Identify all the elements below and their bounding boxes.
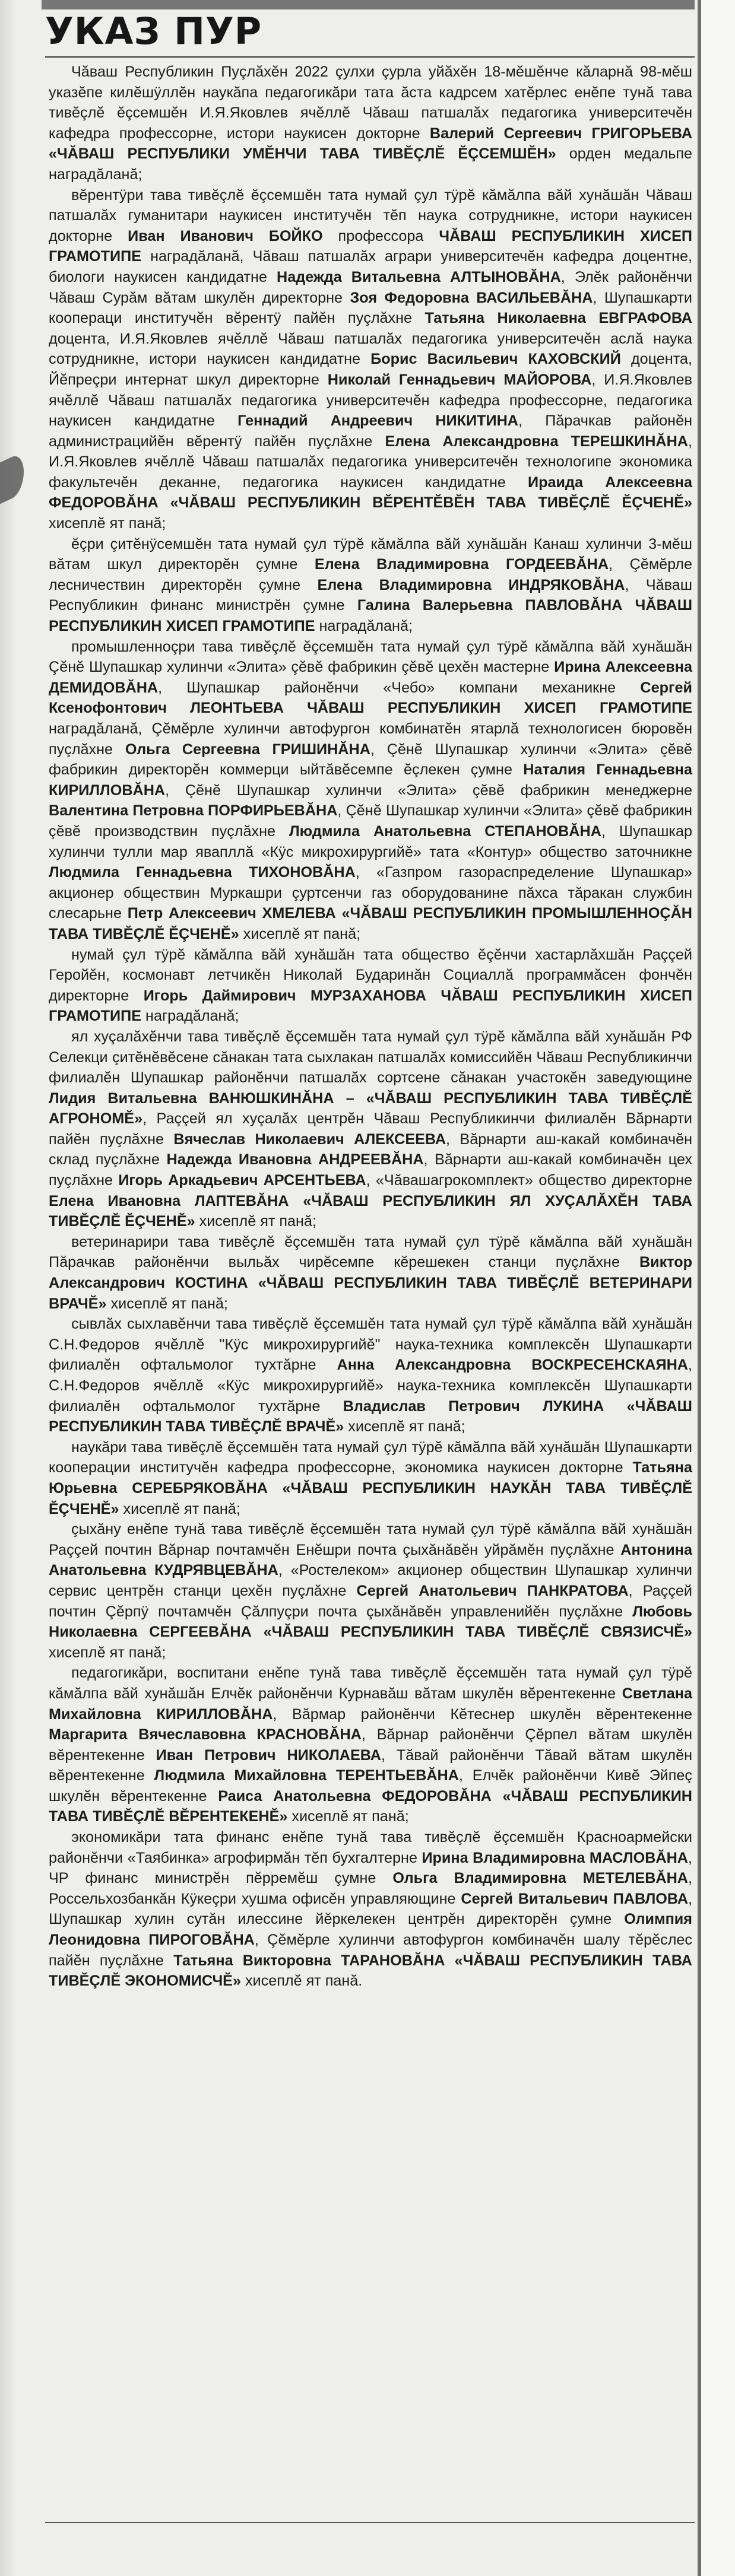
awardee-name: Людмила Геннадьевна ТИХОНОВĂНА <box>49 864 356 881</box>
awardee-name: Анна Александровна ВОСКРЕСЕНСКАЯНА <box>337 1357 688 1374</box>
paragraph-text: хисеплĕ ят панă; <box>106 1295 228 1312</box>
paragraph-text: экономикăри тата финанс енĕпе тунă тава тивĕçлĕ ĕçсемшĕн Красноармейски районĕнчи «Таябинка» агрофирмăн тĕп бухгалтерне <box>49 1829 692 1866</box>
paragraph-text: наградăланă; <box>315 618 413 635</box>
paragraph-text: педагогикăри, воспитани енĕпе тунă тава тивĕçлĕ ĕçсемшĕн тата нумай çул тÿрĕ кăмăлпа вăй хунăшăн Елчĕк районĕнчи Курнавăш вăтам шкулĕн вĕрентекенне <box>49 1665 692 1702</box>
paragraph-text: наградăланă; <box>141 1008 239 1025</box>
awardee-name: Любовь Николаевна СЕРГЕЕВĂНА «ЧĂВАШ РЕСПУБЛИКИН ТАВА ТИВĔÇЛĔ СВЯЗИСЧĔ» <box>49 1603 692 1641</box>
awardee-name: Сергей Анатольевич ПАНКРАТОВА <box>356 1582 629 1599</box>
paragraph-text: , ЧР финанс министрĕн пĕрремĕш çумне <box>49 1849 692 1887</box>
decree-paragraph <box>49 1027 692 1232</box>
paragraph-text: вĕрентÿри тава тивĕçлĕ ĕçсемшĕн тата нумай çул тÿрĕ кăмăлпа вăй хунăшăн Чăваш патшалăх гуманитари наукисен институчĕн тĕп наука сотрудникне, истори наукисен докторне <box>49 186 692 244</box>
awardee-name: Наталия Геннадьевна КИРИЛЛОВĂНА <box>49 761 692 799</box>
awardee-name: Петр Алексеевич ХМЕЛЕВА «ЧĂВАШ РЕСПУБЛИКИН ПРОМЫШЛЕННОÇĂН ТАВА ТИВĔÇЛĔ ĔÇЧЕНĔ» <box>49 905 692 942</box>
paragraph-text: , Чăваш Республикин финанс министрĕн çумне <box>49 576 692 614</box>
page-title: УКАЗ ПУР <box>45 9 262 53</box>
decree-paragraph <box>49 1663 692 1827</box>
paragraph-text: , Шупашкарти коопераци институчĕн вĕрентÿ пайĕн пуçлăхне <box>49 289 692 327</box>
paragraph-text: , Çĕмĕрле лесничествин директорĕн çумне <box>49 556 693 593</box>
awardee-name: Игорь Аркадьевич АРСЕНТЬЕВА <box>118 1172 366 1189</box>
paragraph-text: , И.Я.Яковлев ячĕллĕ Чăваш патшалăх педагогика университечĕн технологипе экономика факультечĕн деканне, педагогика наукисен кандидатне <box>49 433 692 491</box>
decree-paragraph <box>49 534 692 637</box>
paragraph-text: , Россельхозбанкăн Кÿкеçри хушма офисĕн управляющине <box>49 1870 692 1907</box>
decree-paragraph <box>49 637 692 945</box>
paragraph-text: ял хуçалăхĕнчи тава тивĕçлĕ ĕçсемшĕн тата нумай çул тÿрĕ кăмăлпа вăй хунăшăн РФ Селекци çитĕнĕвĕсене сăнакан тата сыхлакан патшалăх комиссийĕн Чăваш Республикинчи филиалĕн Шупашкар районĕнчи патшалăх сортсене сăнакан участокĕн заведующине <box>49 1028 692 1087</box>
awardee-name: Елена Владимировна ГОРДЕЕВĂНА <box>314 556 609 573</box>
paragraph-text: орден медальпе наградăланă; <box>49 145 692 183</box>
paragraph-text: наградăланă, Çĕмĕрле хулинчи автофургон комбинатĕн ятарлă технологисен бюровĕн пуçлăхне <box>49 720 692 758</box>
awardee-name: Ирина Алексеевна ДЕМИДОВĂНА <box>49 659 693 696</box>
decree-paragraph <box>49 1827 692 1991</box>
adjacent-column <box>701 0 735 2576</box>
paragraph-text: , Вăрнарти аш-какай комбиначĕн цех пуçлăхне <box>49 1151 692 1189</box>
awardee-name: Людмила Анатольевна СТЕПАНОВĂНА <box>289 822 601 840</box>
awardee-name: Елена Александровна ТЕРЕШКИНĂНА <box>385 433 688 450</box>
awardee-name: Ираида Алексеевна ФЕДОРОВĂНА «ЧĂВАШ РЕСПУБЛИКИН ВĔРЕНТĔВĔН ТАВА ТИВĔÇЛĔ ĔÇЧЕНĔ» <box>49 474 692 512</box>
paragraph-text: , С.Н.Федоров ячĕллĕ «Кÿс микрохирургийĕ» наука-техника комплексĕн Шупашкарти филиалĕн офтальмолог тухтăрне <box>49 1357 692 1415</box>
awardee-name: Ирина Владимировна МАСЛОВĂНА <box>422 1849 688 1866</box>
awardee-name: Галина Валерьевна ПАВЛОВĂНА ЧĂВАШ РЕСПУБЛИКИН ХИСЕП ГРАМОТИПЕ <box>49 597 693 635</box>
awardee-name: Владислав Петрович ЛУКИНА «ЧĂВАШ РЕСПУБЛИКИН ТАВА ТИВĔÇЛĔ ВРАЧĔ» <box>49 1397 692 1435</box>
paragraph-text: доцента, Йĕпреçри интернат шкул директорне <box>49 351 692 388</box>
paragraph-text: ветеринарири тава тивĕçлĕ ĕçсемшĕн тата нумай çул тÿрĕ кăмăлпа вăй хунăшăн Пăрачкав районĕнчи выльăх чирĕсемпе кĕрешекен станци пуçлăхне <box>49 1233 692 1271</box>
awardee-name: Борис Васильевич КАХОВСКИЙ <box>370 351 621 368</box>
paragraph-text: Чăваш Республикин Пуçлăхĕн 2022 çулхи çурла уйăхĕн 18-мĕшĕнче кăларнă 98-мĕш указĕпе килĕшÿллĕн наукăпа педагогикăри тата ăста кадрсем хатĕрлес енĕпе тунă тава тивĕçлĕ ĕçсемшĕн И.Я.Яковлев ячĕллĕ Чăваш патшалăх педагогика университечĕн кафедра профессорне, истори наукисен докторне <box>49 63 692 142</box>
paragraph-text: хисеплĕ ят панă. <box>240 1973 363 1990</box>
paragraph-text: нумай çул тÿрĕ кăмăлпа вăй хунăшăн тата общество ĕçĕнчи хастарлăхшăн Раççей Геройĕн, космонавт летчикĕн Николай Бударинăн Социаллă программăсен фончĕн директорне <box>49 946 692 1004</box>
decree-paragraph <box>49 1519 692 1663</box>
paragraph-text: наградăланă, Чăваш патшалăх аграри университечĕн кафедра доцентне, биологи наукисен кандидатне <box>49 248 692 285</box>
decree-article <box>49 62 692 1991</box>
awardee-name: Светлана Михайловна КИРИЛЛОВĂНА <box>49 1685 692 1723</box>
awardee-name: Олимпия Леонидовна ПИРОГОВĂНА <box>49 1911 692 1949</box>
awardee-name: Иван Иванович БОЙКО <box>128 227 323 244</box>
decree-paragraph <box>49 1437 692 1519</box>
header-bar <box>42 0 695 9</box>
scan-edge <box>0 0 17 2576</box>
awardee-name: Маргарита Вячеславовна КРАСНОВĂНА <box>49 1726 362 1743</box>
decree-paragraph <box>49 1232 692 1314</box>
paragraph-text: промышленноçри тава тивĕçлĕ ĕçсемшĕн тата нумай çул тÿрĕ кăмăлпа вăй хунăшăн Çĕнĕ Шупашкар хулинчи «Элита» çĕвĕ фабрикин çĕвĕ цехĕн мастерне <box>49 638 692 676</box>
paragraph-text: , Вăрнарти аш-какай комбиначĕн склад пуçлăхне <box>49 1130 692 1168</box>
awardee-name: Ольга Сергеевна ГРИШИНĂНА <box>125 741 370 758</box>
footer-rule <box>45 2522 695 2523</box>
paragraph-text: , Пăрачкав районĕн администрацийĕн вĕрентÿ пайĕн пуçлăхне <box>49 412 692 450</box>
paragraph-text: , Çĕмĕрле хулинчи автофургон комбиначĕн шалу тĕрĕслес пайĕн пуçлăхне <box>49 1932 692 1969</box>
awardee-name: Николай Геннадьевич МАЙОРОВА <box>327 371 592 388</box>
paragraph-text: хисеплĕ ят панă; <box>49 1644 166 1661</box>
awardee-name: Геннадий Андреевич НИКИТИНА <box>237 412 518 430</box>
paragraph-text: хисеплĕ ят панă; <box>119 1500 240 1517</box>
awardee-name: Татьяна Николаевна ЕВГРАФОВА <box>424 310 692 327</box>
paragraph-text: , Çĕнĕ Шупашкар хулинчи «Элита» çĕвĕ фабрикин директорĕн коммерци ыйтăвĕсемпе ĕçлекен çумне <box>49 741 693 779</box>
awardee-name: ЧĂВАШ РЕСПУБЛИКИН ХИСЕП ГРАМОТИПЕ <box>49 227 692 265</box>
awardee-name: Иван Петрович НИКОЛАЕВА <box>156 1746 381 1764</box>
paragraph-text: , Çĕнĕ Шупашкар хулинчи «Элита» çĕвĕ фабрикин çĕвĕ производствин пуçлăхне <box>49 802 692 840</box>
paragraph-text: , Элĕк районĕнчи Чăваш Сурăм вăтам шкулĕн директорне <box>49 268 692 306</box>
paragraph-text: , Шупашкар хулин сутăн илессине йĕркелекен центрĕн директорĕн çумне <box>49 1890 693 1928</box>
paragraph-text: хисеплĕ ят панă; <box>195 1213 316 1230</box>
decree-paragraph <box>49 945 692 1027</box>
decree-paragraph <box>49 1314 692 1437</box>
paragraph-text: наукăри тава тивĕçлĕ ĕçсемшĕн тата нумай çул тÿрĕ кăмăлпа вăй хунăшăн Шупашкарти кооперации институчĕн кафедра профессорне, экономика наукисен докторне <box>49 1438 692 1476</box>
awardee-name: Виктор Александрович КОСТИНА «ЧĂВАШ РЕСПУБЛИКИН ТАВА ТИВĔÇЛĔ ВЕТЕРИНАРИ ВРАЧĔ» <box>49 1254 692 1312</box>
awardee-name: Игорь Даймирович МУРЗАХАНОВА ЧĂВАШ РЕСПУБЛИКИН ХИСЕП ГРАМОТИПЕ <box>49 987 692 1025</box>
awardee-name: Ольга Владимировна МЕТЕЛЕВĂНА <box>392 1870 688 1887</box>
paragraph-text: , Шупашкар хулинчи тулли мар явапллă «Кÿс микрохирургийĕ» тата «Контур» общество заточникне <box>49 822 692 860</box>
paragraph-text: хисеплĕ ят панă; <box>287 1808 409 1825</box>
paragraph-text: , Вăрмар районĕнчи Кĕтеснер шкулĕн вĕрентекенне <box>273 1705 692 1723</box>
awardee-name: Надежда Витальевна АЛТЫНОВĂНА <box>277 268 561 285</box>
paragraph-text: ĕçри çитĕнÿсемшĕн тата нумай çул тÿрĕ кăмăлпа вăй хунăшăн Канаш хулинчи 3-мĕш вăтам шкул директорĕн çумне <box>49 535 692 573</box>
awardee-name: Валентина Петровна ПОРФИРЬЕВĂНА <box>49 802 338 820</box>
paragraph-text: хисеплĕ ят панă; <box>239 925 361 942</box>
paragraph-text: , Раççей почтин Çĕрпÿ почтамчĕн Çăлпуçри почта çыхăнăвĕн управленийĕн пуçлăхне <box>49 1582 692 1620</box>
paragraph-text: , Шупашкар районĕнчи «Чебо» компани механикне <box>158 679 641 696</box>
awardee-name: Зоя Федоровна ВАСИЛЬЕВĂНА <box>350 289 593 306</box>
awardee-name: Лидия Витальевна ВАНЮШКИНĂНА – «ЧĂВАШ РЕСПУБЛИКИН ТАВА ТИВĔÇЛĔ АГРОНОМĔ» <box>49 1090 692 1127</box>
paragraph-text: , Çĕнĕ Шупашкар хулинчи «Элита» çĕвĕ фабрикин менеджерне <box>165 782 692 799</box>
awardee-name: Вячеслав Николаевич АЛЕКСЕЕВА <box>173 1130 446 1148</box>
awardee-name: Раиса Анатольевна ФЕДОРОВĂНА «ЧĂВАШ РЕСПУБЛИКИН ТАВА ТИВĔÇЛĔ ВĔРЕНТЕКЕНĔ» <box>49 1787 693 1825</box>
title-rule <box>45 56 695 58</box>
paragraph-text: , «Газпром газораспределение Шупашкар» акционер обществин Муркашри çуртсенчи газ оборудованине пăхса тăракан службин слесарьне <box>49 864 692 922</box>
paragraph-text: , «Чăвашагрокомплект» общество директорне <box>366 1172 692 1189</box>
awardee-name: Татьяна Викторовна ТАРАНОВĂНА «ЧĂВАШ РЕСПУБЛИКИН ТАВА ТИВĔÇЛĔ ЭКОНОМИСЧĔ» <box>49 1952 692 1990</box>
paragraph-text: хисеплĕ ят панă; <box>344 1418 465 1435</box>
paragraph-text: , Вăрнар районĕнчи Çĕрпел вăтам шкулĕн вĕрентекенне <box>49 1726 693 1764</box>
paragraph-text: , Елчĕк районĕнчи Кивĕ Эйпеç шкулĕн вĕрентекенне <box>49 1767 692 1805</box>
awardee-name: Елена Владимировна ИНДРЯКОВĂНА <box>317 576 625 593</box>
awardee-name: Татьяна Юрьевна СЕРЕБРЯКОВĂНА «ЧĂВАШ РЕСПУБЛИКИН НАУКĂН ТАВА ТИВĔÇЛĔ ĔÇЧЕНĔ» <box>49 1459 692 1517</box>
paragraph-text: , И.Я.Яковлев ячĕллĕ Чăваш патшалăх педагогика университечĕн кафедра профессорне, педагогика наукисен кандидатне <box>49 371 692 430</box>
awardee-name: Валерий Сергеевич ГРИГОРЬЕВА «ЧĂВАШ РЕСПУБЛИКИ УМĔНЧИ ТАВА ТИВĔÇЛĔ ĔÇСЕМШĔН» <box>49 125 693 163</box>
paragraph-text: çыхăну енĕпе тунă тава тивĕçлĕ ĕçсемшĕн тата нумай çул тÿрĕ кăмăлпа вăй хунăшăн Раççей почтин Вăрнар почтамчĕн Енĕшри почта çыхăнăвĕн уйрăмĕн пуçлăхне <box>49 1521 692 1558</box>
awardee-name: Сергей Ксенофонтович ЛЕОНТЬЕВА ЧĂВАШ РЕСПУБЛИКИН ХИСЕП ГРАМОТИПЕ <box>49 679 692 717</box>
paragraph-text: профессора <box>322 227 439 244</box>
decree-paragraph <box>49 185 692 534</box>
paragraph-text: , «Ростелеком» акционер обществин Шупашкар хулинчи сервис центрĕн станци цехĕн пуçлăхне <box>49 1562 692 1599</box>
paragraph-text: хисеплĕ ят панă; <box>49 515 166 532</box>
awardee-name: Елена Ивановна ЛАПТЕВĂНА «ЧĂВАШ РЕСПУБЛИКИН ЯЛ ХУÇАЛĂХĔН ТАВА ТИВĔÇЛĔ ĔÇЧЕНĔ» <box>49 1192 692 1230</box>
decree-paragraph <box>49 62 692 185</box>
paragraph-text: , Раççей ял хуçалăх центрĕн Чăваш Республикинчи филиалĕн Вăрнарти пайĕн пуçлăхне <box>49 1110 692 1148</box>
awardee-name: Надежда Ивановна АНДРЕЕВĂНА <box>166 1151 424 1168</box>
awardee-name: Антонина Анатольевна КУДРЯВЦЕВĂНА <box>49 1541 692 1579</box>
paragraph-text: доцента, И.Я.Яковлев ячĕллĕ Чăваш патшалăх педагогика университечĕн аслă наука сотрудникне, истори наукисен кандидатне <box>49 330 692 368</box>
awardee-name: Сергей Витальевич ПАВЛОВА <box>461 1890 689 1907</box>
paragraph-text: , Тăвай районĕнчи Тăвай вăтам шкулĕн вĕрентекенне <box>49 1746 692 1784</box>
awardee-name: Людмила Михайловна ТЕРЕНТЬЕВĂНА <box>154 1767 459 1784</box>
paragraph-text: сывлăх сыхлавĕнчи тава тивĕçлĕ ĕçсемшĕн тата нумай çул тÿрĕ кăмăлпа вăй хунăшăн С.Н.Федоров ячĕллĕ "Кÿс микрохирургийĕ" наука-техника комплексĕн Шупашкарти филиалĕн офтальмолог тухтăрне <box>49 1316 692 1374</box>
